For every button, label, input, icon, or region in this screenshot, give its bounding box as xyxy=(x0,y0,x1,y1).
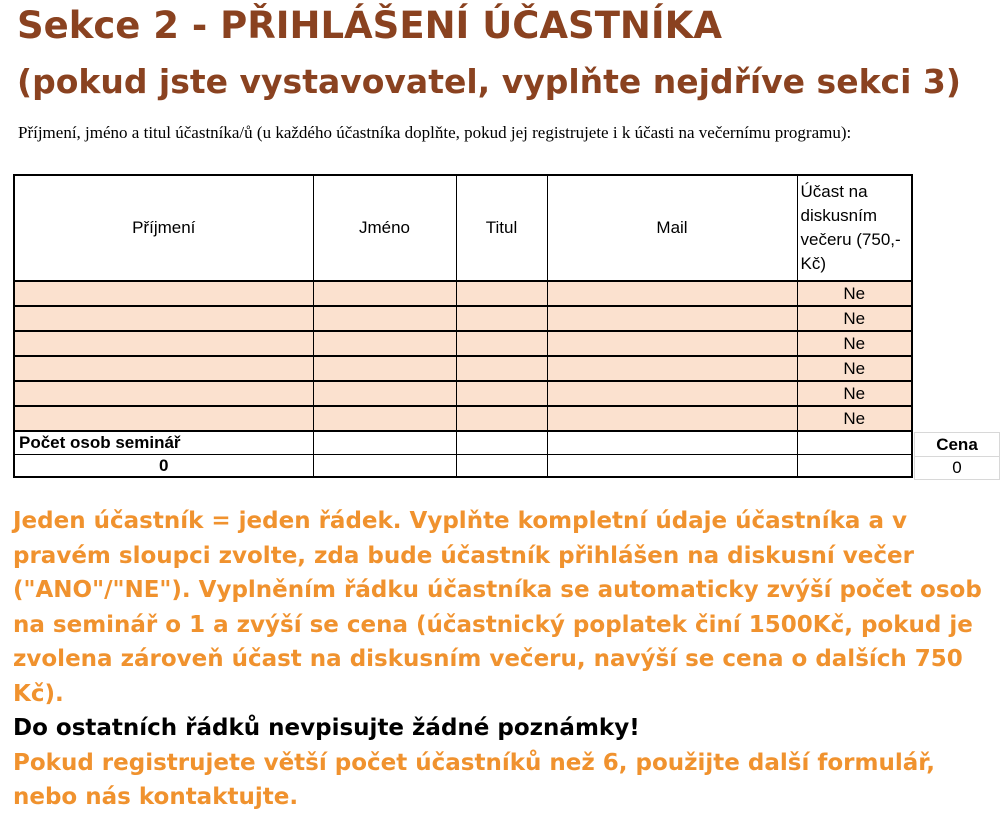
instructions xyxy=(13,504,998,815)
mail-cell[interactable] xyxy=(547,306,797,331)
surname-cell[interactable] xyxy=(14,331,313,356)
firstname-cell[interactable] xyxy=(313,281,456,306)
firstname-cell[interactable] xyxy=(313,331,456,356)
count-label-row xyxy=(14,431,912,455)
count-label: Počet osob seminář xyxy=(14,431,313,455)
surname-cell[interactable] xyxy=(14,406,313,431)
price-value: 0 xyxy=(915,457,1000,480)
mail-cell[interactable] xyxy=(547,356,797,381)
count-value: 0 xyxy=(14,455,313,478)
count-value-row xyxy=(14,455,912,478)
title-cell[interactable] xyxy=(456,356,547,381)
header-surname: Příjmení xyxy=(14,175,313,281)
mail-cell[interactable] xyxy=(547,381,797,406)
attendance-select[interactable]: Ne xyxy=(797,406,912,431)
empty-cell xyxy=(547,431,797,455)
empty-cell xyxy=(547,455,797,478)
participant-row xyxy=(14,381,912,406)
mail-cell[interactable] xyxy=(547,406,797,431)
attendance-select[interactable]: Ne xyxy=(797,306,912,331)
empty-cell xyxy=(456,455,547,478)
participant-table xyxy=(13,174,913,478)
firstname-cell[interactable] xyxy=(313,306,456,331)
header-mail: Mail xyxy=(547,175,797,281)
participant-row xyxy=(14,331,912,356)
price-label: Cena xyxy=(915,433,1000,457)
title-cell[interactable] xyxy=(456,306,547,331)
header-evening-attendance: Účast na diskusním večeru (750,- Kč) xyxy=(797,175,912,281)
title-cell[interactable] xyxy=(456,281,547,306)
firstname-cell[interactable] xyxy=(313,356,456,381)
header-firstname: Jméno xyxy=(313,175,456,281)
header-title: Titul xyxy=(456,175,547,281)
intro-text: Příjmení, jméno a titul účastníka/ů (u každého účastníka doplňte, pokud jej registrujete i k účasti na večernímu programu): xyxy=(18,123,852,142)
empty-cell xyxy=(313,455,456,478)
attendance-select[interactable]: Ne xyxy=(797,381,912,406)
attendance-select[interactable]: Ne xyxy=(797,356,912,381)
title-cell[interactable] xyxy=(456,381,547,406)
participant-row xyxy=(14,306,912,331)
instruction-extra: Pokud registrujete větší počet účastníků než 6, použijte další formulář, nebo nás kontaktujte. xyxy=(13,749,935,810)
empty-cell xyxy=(797,455,912,478)
empty-cell xyxy=(797,431,912,455)
instruction-main: Jeden účastník = jeden řádek. Vyplňte kompletní údaje účastníka a v pravém sloupci zvolte, zda bude účastník přihlášen na diskusní večer ("ANO"/"NE"). Vyplněním řádku účastníka se automaticky zvýší počet osob na seminář o 1 a zvýší se cena (účastnický poplatek činí 1500Kč, pokud je zvolena zároveň účast na diskusním večeru, navýší se cena o dalších 750 Kč). xyxy=(13,508,982,707)
mail-cell[interactable] xyxy=(547,281,797,306)
empty-cell xyxy=(456,431,547,455)
surname-cell[interactable] xyxy=(14,306,313,331)
empty-cell xyxy=(313,431,456,455)
section-subtitle: (pokud jste vystavovatel, vyplňte nejdříve sekci 3) xyxy=(17,62,961,101)
participant-row xyxy=(14,356,912,381)
participant-row xyxy=(14,406,912,431)
firstname-cell[interactable] xyxy=(313,381,456,406)
title-cell[interactable] xyxy=(456,331,547,356)
instruction-warning: Do ostatních řádků nevpisujte žádné poznámky! xyxy=(13,715,640,741)
attendance-select[interactable]: Ne xyxy=(797,281,912,306)
mail-cell[interactable] xyxy=(547,331,797,356)
surname-cell[interactable] xyxy=(14,356,313,381)
section-title: Sekce 2 - PŘIHLÁŠENÍ ÚČASTNÍKA xyxy=(17,4,722,47)
surname-cell[interactable] xyxy=(14,281,313,306)
firstname-cell[interactable] xyxy=(313,406,456,431)
surname-cell[interactable] xyxy=(14,381,313,406)
price-box xyxy=(914,432,1000,480)
participant-row xyxy=(14,281,912,306)
attendance-select[interactable]: Ne xyxy=(797,331,912,356)
title-cell[interactable] xyxy=(456,406,547,431)
table-header-row xyxy=(14,175,912,281)
